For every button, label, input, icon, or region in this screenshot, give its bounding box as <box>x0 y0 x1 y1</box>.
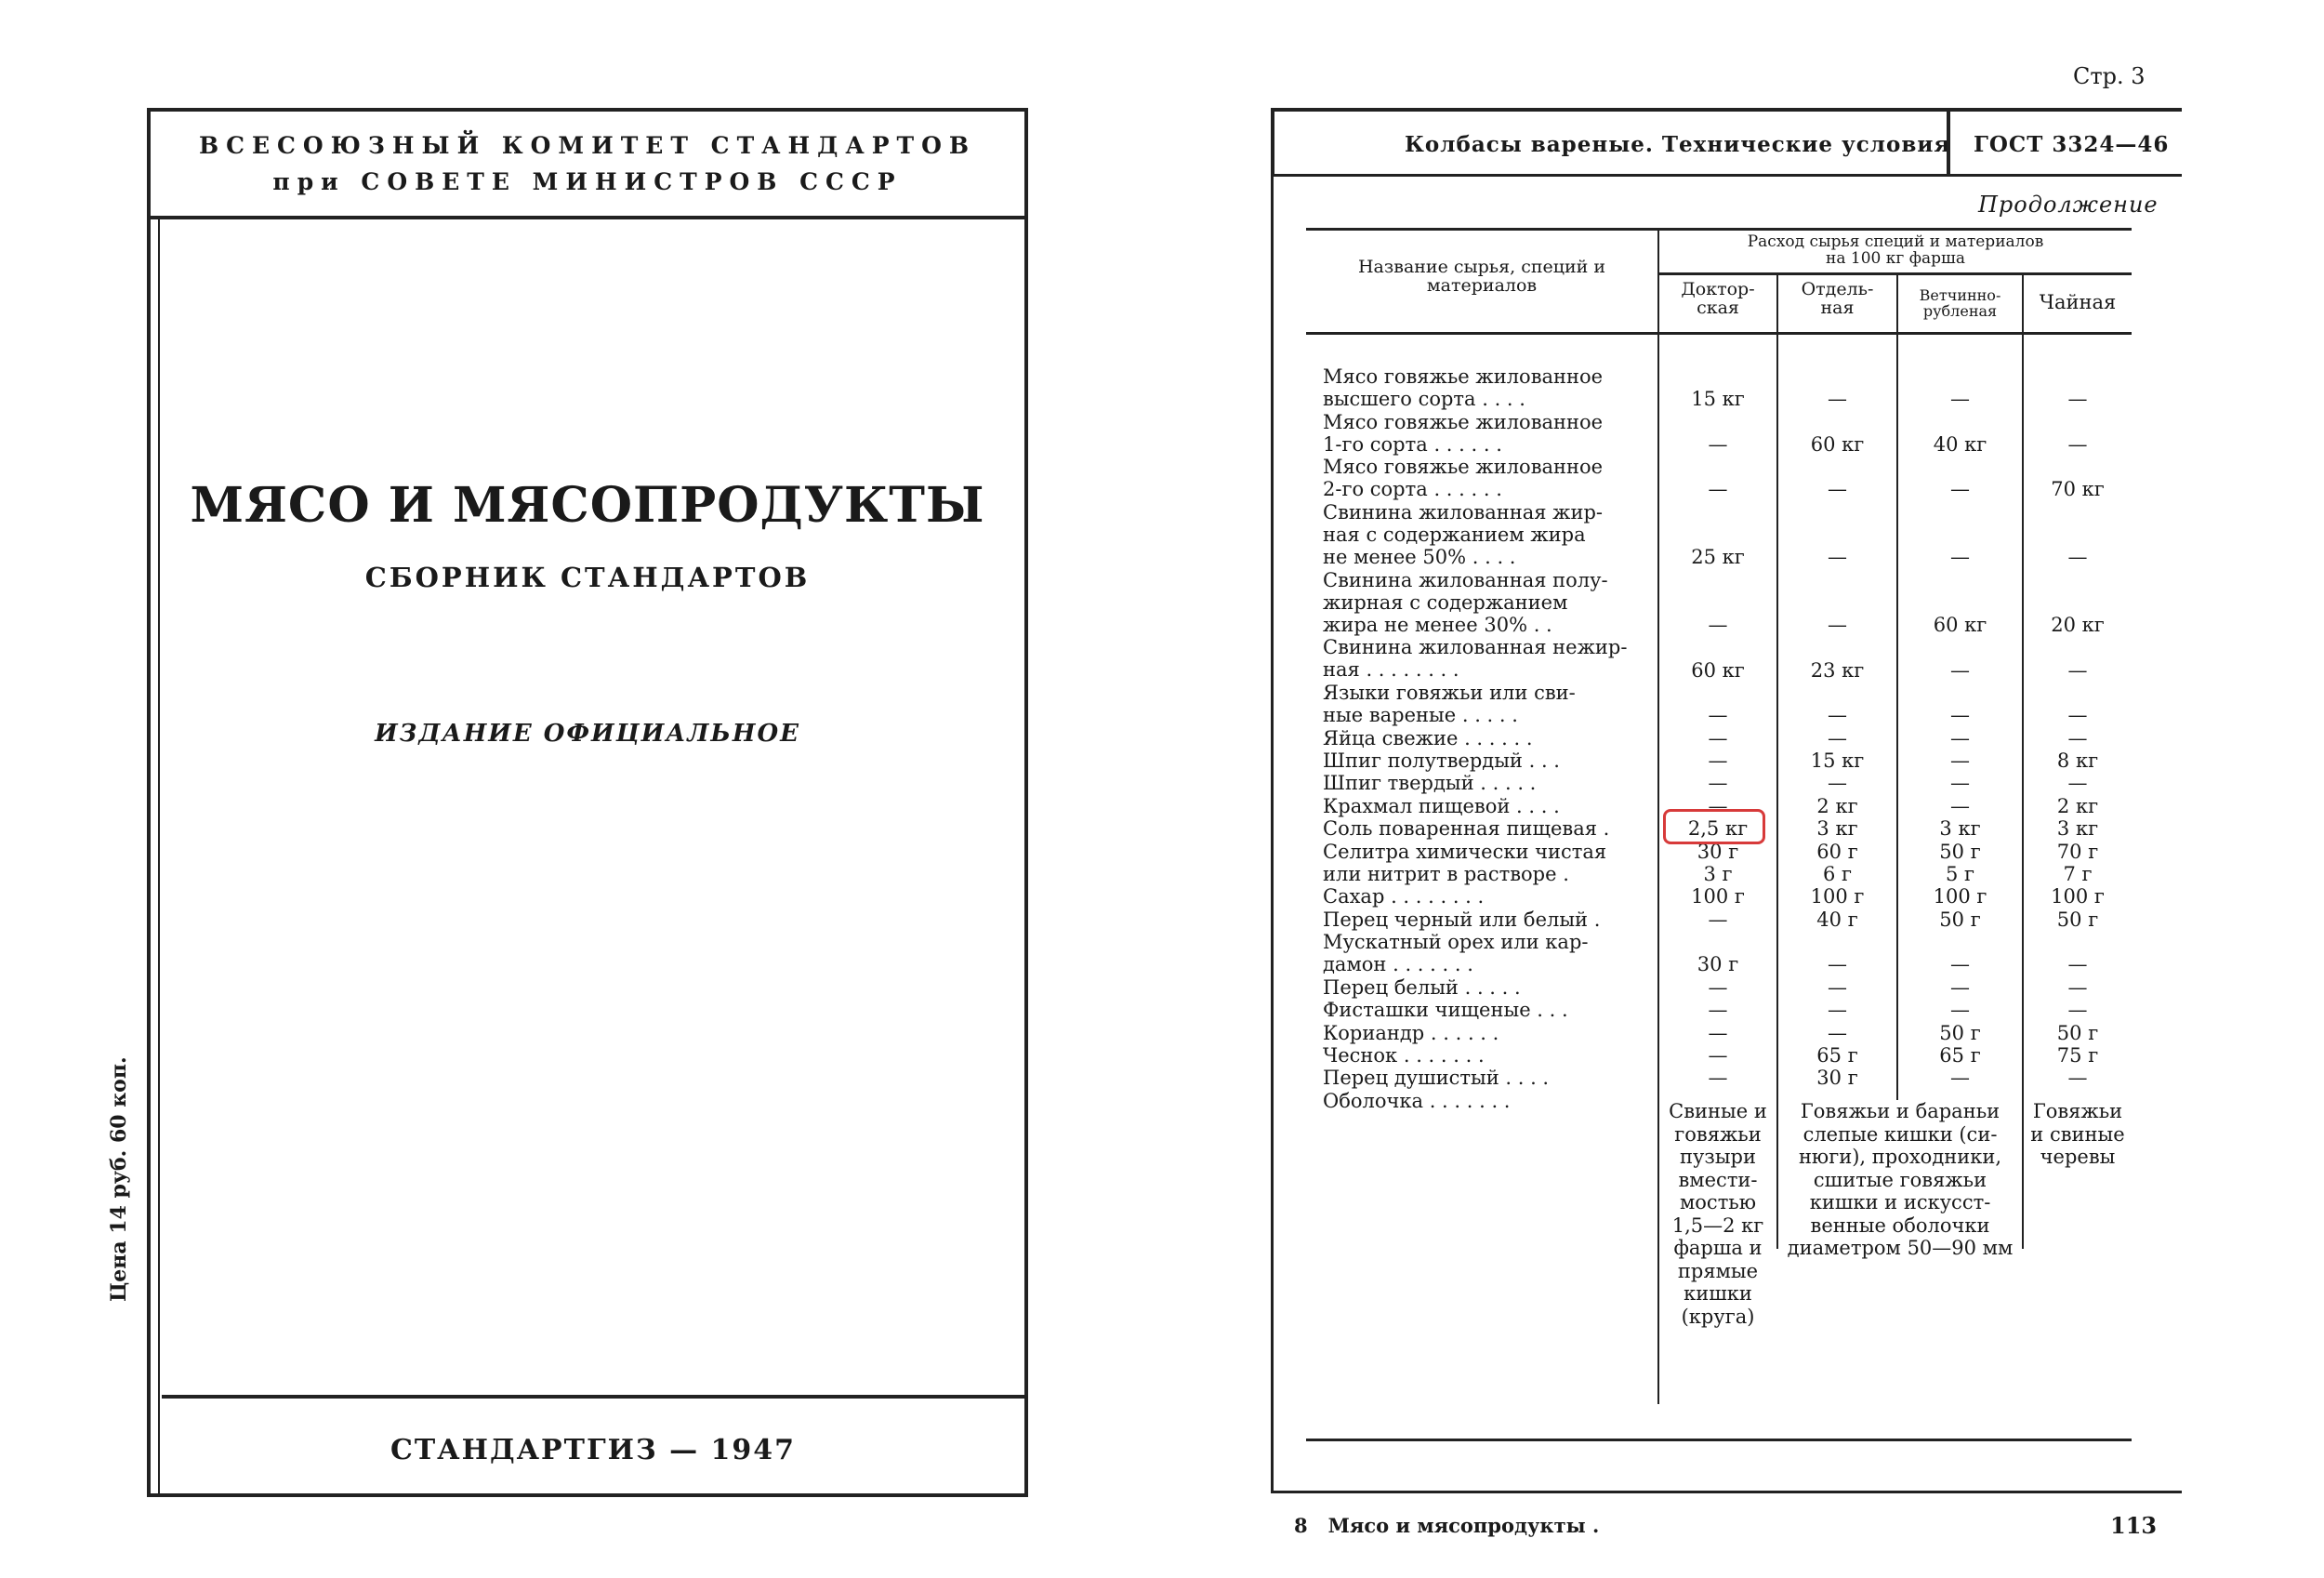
col-header-chaynaya <box>2024 293 2132 312</box>
footer-page-num: 8 <box>1294 1514 1308 1537</box>
row-name-line: Мясо говяжье жилованное <box>1323 410 1604 433</box>
table-cell: 60 кг <box>1933 614 1987 636</box>
casing-line: пузыри <box>1680 1146 1756 1168</box>
table-cell: 60 г <box>1816 840 1858 863</box>
row-name-line: Яйца свежие . . . . . . <box>1323 726 1533 749</box>
row-name-line: Крахмал пищевой . . . . <box>1323 794 1560 817</box>
row-name-line: 2-го сорта . . . . . . <box>1323 478 1502 501</box>
table-cell: — <box>2067 388 2088 411</box>
casing-line: сшитые говяжьи <box>1813 1168 1987 1191</box>
row-name-line: Сахар . . . . . . . . <box>1323 885 1485 908</box>
row-name-line: 1-го сорта . . . . . . <box>1323 432 1502 456</box>
continuation-label: Продолжение <box>1978 192 2159 218</box>
table-cell: 40 г <box>1816 908 1858 931</box>
table-row-name <box>1323 841 1646 863</box>
gost-number: ГОСТ 3324—46 <box>1974 132 2170 157</box>
footer-rule <box>1271 1491 2182 1493</box>
table-cell: 5 г <box>1945 863 1975 885</box>
table-cell: 8 кг <box>2056 749 2099 772</box>
cover-page <box>147 108 1028 1497</box>
table-row-name <box>1323 908 1646 931</box>
committee-line-1: ВСЕСОЮЗНЫЙ КОМИТЕТ СТАНДАРТОВ <box>198 132 977 159</box>
row-name-line: Языки говяжьи или сви- <box>1323 682 1576 704</box>
row-name-line: высшего сорта . . . . <box>1323 388 1525 410</box>
table-cell: — <box>2067 975 2088 999</box>
table-cell: 30 г <box>1697 840 1739 863</box>
table-cell: — <box>2067 726 2088 749</box>
col-header-line: Чайная <box>2039 291 2117 313</box>
table-row-name <box>1323 569 1646 636</box>
table-cell: — <box>1708 1021 1728 1044</box>
row-name-line: Кориандр . . . . . . <box>1323 1021 1499 1044</box>
table-cell: 2 кг <box>1816 794 1858 817</box>
table-cell: — <box>1708 749 1728 772</box>
table-cell: 100 г <box>1691 885 1745 908</box>
row-name-line: Оболочка . . . . . . . <box>1323 1089 1511 1112</box>
table-cell: 75 г <box>2056 1044 2099 1067</box>
committee-line-2: при СОВЕТЕ МИНИСТРОВ СССР <box>272 168 903 195</box>
casing-line: (круга) <box>1681 1305 1755 1328</box>
table-cell: — <box>1828 726 1847 749</box>
col-header-otdelnaya <box>1778 280 1896 317</box>
table-cell: 3 г <box>1703 863 1733 885</box>
table-row-name <box>1323 682 1646 726</box>
table-cell: 60 кг <box>1810 432 1865 456</box>
casing-line: диаметром 50—90 мм <box>1787 1237 2014 1259</box>
table-cell: 2,5 кг <box>1687 817 1749 841</box>
table-cell: 15 кг <box>1691 388 1745 411</box>
page-header <box>1271 108 2182 177</box>
row-name-line: Перец душистый . . . . <box>1323 1067 1550 1090</box>
table-cell: — <box>1708 478 1728 501</box>
row-name-line: Шпиг твердый . . . . . <box>1323 772 1537 795</box>
casing-line: слепые кишки (си- <box>1802 1122 1998 1146</box>
table-cell: — <box>1950 546 1970 569</box>
table-cell: — <box>1950 999 1970 1022</box>
footer-page-number: 113 <box>2110 1512 2158 1539</box>
table-cell: 7 г <box>2063 863 2093 885</box>
table-cell: — <box>1950 726 1970 749</box>
table-cell: — <box>1950 1067 1970 1090</box>
row-name-line: жирная с содержанием <box>1323 590 1568 614</box>
casing-line: вмести- <box>1678 1168 1758 1191</box>
casing-line: фарша и <box>1673 1237 1763 1259</box>
table-cell: 23 кг <box>1810 658 1865 682</box>
table-cell: — <box>1950 794 1970 817</box>
footer-running-title: Мясо и мясопродукты . <box>1327 1514 1600 1537</box>
table-cell: — <box>1708 726 1728 749</box>
casing-line: 1,5—2 кг <box>1671 1213 1764 1237</box>
casing-line: Говяжьи и бараньи <box>1800 1100 2000 1122</box>
casing-line: Говяжьи <box>2032 1100 2123 1122</box>
table-cell: 100 г <box>1933 885 1987 908</box>
table-cell: — <box>1950 953 1970 976</box>
table-row-name <box>1323 772 1646 794</box>
header-divider <box>1947 112 1950 174</box>
table-cell: — <box>1950 975 1970 999</box>
group-header <box>1659 233 2132 267</box>
table-cell: — <box>1708 1044 1728 1067</box>
table-row-name <box>1323 1022 1646 1044</box>
table-bottom-rule <box>1306 1439 2132 1441</box>
highlight-box <box>1663 809 1765 844</box>
row-name-line: жира не менее 30% . . <box>1323 613 1552 636</box>
table-cell: — <box>1828 1021 1847 1044</box>
table-cell: — <box>1950 388 1970 411</box>
table-row-name <box>1323 411 1646 456</box>
page-left-rule <box>1271 177 1274 1492</box>
table-cell: — <box>1708 614 1728 636</box>
casing-line: Свиные и <box>1669 1100 1767 1122</box>
casing-line: прямые <box>1677 1259 1759 1282</box>
casing-line: мостью <box>1679 1191 1757 1213</box>
row-name-line: не менее 50% . . . . <box>1323 545 1516 568</box>
table-row-name <box>1323 885 1646 908</box>
price-label: Цена 14 руб. 60 коп. <box>107 1056 131 1302</box>
col-header-line: Доктор- <box>1681 279 1755 299</box>
book-title: МЯСО И МЯСОПРОДУКТЫ <box>190 477 985 534</box>
table-cell: — <box>1708 772 1728 795</box>
col-header-name-text: Название сырья, специй и материалов <box>1357 257 1606 296</box>
casing-otdelnaya-vetchinnaya <box>1778 1100 2022 1260</box>
table-cell: 100 г <box>1810 885 1865 908</box>
table-top-rule <box>1306 228 2132 231</box>
table-cell: — <box>1828 704 1847 727</box>
table-cell: — <box>2067 546 2088 569</box>
col-header-vetchinno-rublenaya <box>1898 287 2022 319</box>
row-name-line: Свинина жилованная нежир- <box>1323 636 1628 659</box>
table-row-name <box>1323 727 1646 749</box>
table-cell: 30 г <box>1697 953 1739 976</box>
table-cell: — <box>1708 432 1728 456</box>
table-cell: 65 г <box>1939 1044 1981 1067</box>
table-cell: — <box>1950 478 1970 501</box>
table-cell: 70 г <box>2056 840 2099 863</box>
casing-line: черевы <box>2040 1146 2116 1168</box>
row-name-line: Перец белый . . . . . <box>1323 975 1521 999</box>
table-cell: — <box>1708 999 1728 1022</box>
table-cell: — <box>2067 658 2088 682</box>
ingredients-table <box>1306 228 2132 1437</box>
casing-chaynaya <box>2024 1100 2132 1169</box>
table-row-name <box>1323 795 1646 817</box>
table-cell: — <box>1828 772 1847 795</box>
casing-line: нюги), проходники, <box>1798 1146 2002 1168</box>
table-cell: 60 кг <box>1691 658 1745 682</box>
casing-line: кишки и искусст- <box>1809 1191 1991 1213</box>
row-name-line: Селитра химически чистая <box>1323 840 1607 863</box>
corner-page-label: Стр. 3 <box>2073 63 2146 89</box>
table-cell: — <box>1828 975 1847 999</box>
col-header-doktorskaya <box>1659 280 1776 317</box>
table-cell: 100 г <box>2051 885 2105 908</box>
table-cell: 25 кг <box>1691 546 1745 569</box>
table-cell: — <box>2067 999 2088 1022</box>
table-cell: 6 г <box>1822 863 1853 885</box>
row-name-line: Мускатный орех или кар- <box>1323 931 1589 954</box>
table-cell: — <box>1708 908 1728 931</box>
table-cell: 50 г <box>1939 1021 1981 1044</box>
table-cell: — <box>1828 478 1847 501</box>
table-cell: 2 кг <box>2056 794 2099 817</box>
row-name-line: Мясо говяжье жилованное <box>1323 365 1604 388</box>
table-cell: 15 кг <box>1810 749 1865 772</box>
col-header-line: Ветчинно- <box>1919 286 2001 304</box>
table-cell: — <box>1950 658 1970 682</box>
casing-line: кишки <box>1684 1282 1752 1305</box>
table-cell: 70 кг <box>2051 478 2105 501</box>
col-header-line: ская <box>1697 298 1739 318</box>
row-name-line: Соль поваренная пищевая . <box>1323 817 1610 841</box>
cover-footer <box>162 1395 1024 1501</box>
group-header-line-1: Расход сырья специй и материалов <box>1747 232 2044 251</box>
cover-header <box>151 112 1024 219</box>
table-cell: — <box>2067 772 2088 795</box>
table-cell: — <box>2067 704 2088 727</box>
table-cell: 50 г <box>1939 840 1981 863</box>
casing-line: венные оболочки <box>1810 1213 1990 1237</box>
table-cell: — <box>1708 794 1728 817</box>
publisher: СТАНДАРТГИЗ — 1947 <box>390 1434 797 1466</box>
table-cell: — <box>1828 999 1847 1022</box>
table-cell: — <box>1708 704 1728 727</box>
table-cell: 65 г <box>1816 1044 1858 1067</box>
table-row-name <box>1323 501 1646 568</box>
row-name-line: ные вареные . . . . . <box>1323 704 1518 726</box>
table-cell: — <box>2067 1067 2088 1090</box>
row-name-line: Свинина жилованная жир- <box>1323 500 1604 524</box>
group-header-line-2: на 100 кг фарша <box>1826 249 1965 268</box>
row-name-line: ная . . . . . . . . <box>1323 658 1459 682</box>
footer-left <box>1294 1514 1599 1537</box>
edition-label: ИЗДАНИЕ ОФИЦИАЛЬНОЕ <box>375 720 800 748</box>
row-name-line: Свинина жилованная полу- <box>1323 568 1608 591</box>
table-cell: — <box>1708 1067 1728 1090</box>
header-bottom-rule <box>1306 332 2132 335</box>
table-cell: — <box>1828 614 1847 636</box>
table-cell: 50 г <box>1939 908 1981 931</box>
table-cell: 40 кг <box>1933 432 1987 456</box>
header-title: Колбасы вареные. Технические условия <box>1405 132 1951 157</box>
row-name-line: Чеснок . . . . . . . <box>1323 1044 1485 1067</box>
table-cell: — <box>2067 953 2088 976</box>
row-name-line: Мясо говяжье жилованное <box>1323 456 1604 479</box>
table-cell: 50 г <box>2056 908 2099 931</box>
table-row-name <box>1323 1067 1646 1089</box>
row-name-line: ная с содержанием жира <box>1323 523 1586 546</box>
table-cell: 3 кг <box>1939 817 1981 841</box>
col-header-line: ная <box>1820 298 1855 318</box>
row-name-line: дамон . . . . . . . <box>1323 953 1473 976</box>
table-cell: — <box>1828 546 1847 569</box>
table-cell: — <box>1950 772 1970 795</box>
table-row-name <box>1323 636 1646 681</box>
table-row-name <box>1323 1044 1646 1067</box>
table-cell: — <box>1828 388 1847 411</box>
row-name-line: Перец черный или белый . <box>1323 908 1601 931</box>
table-cell: 50 г <box>2056 1021 2099 1044</box>
table-cell: 3 кг <box>2056 817 2099 841</box>
table-row-name <box>1323 817 1646 840</box>
table-cell: 3 кг <box>1816 817 1858 841</box>
row-name-line: Шпиг полутвердый . . . <box>1323 749 1560 772</box>
table-cell: 30 г <box>1816 1067 1858 1090</box>
casing-doktorskaya <box>1659 1100 1776 1328</box>
table-cell: 20 кг <box>2051 614 2105 636</box>
col-header-line: рубленая <box>1922 302 1998 320</box>
table-row-name <box>1323 749 1646 772</box>
table-cell: — <box>2067 432 2088 456</box>
cover-inner-rule <box>158 216 160 1493</box>
row-name-line: Фисташки чищеные . . . <box>1323 999 1568 1022</box>
col-header-line: Отдель- <box>1801 279 1874 299</box>
book-subtitle: СБОРНИК СТАНДАРТОВ <box>364 562 811 593</box>
table-row-name <box>1323 863 1646 885</box>
table-cell: — <box>1828 953 1847 976</box>
table-row-name <box>1323 976 1646 999</box>
group-header-rule <box>1659 272 2132 275</box>
table-cell: — <box>1708 975 1728 999</box>
table-row-name <box>1323 999 1646 1021</box>
table-cell: — <box>1950 704 1970 727</box>
row-name-line: или нитрит в растворе . <box>1323 863 1569 885</box>
table-row-name <box>1323 365 1646 410</box>
table-row-name <box>1323 456 1646 500</box>
col-header-name <box>1306 258 1657 295</box>
casing-line: говяжьи <box>1674 1122 1762 1146</box>
table-cell: — <box>1950 749 1970 772</box>
casing-line: и свиные <box>2030 1122 2125 1146</box>
table-row-name <box>1323 931 1646 975</box>
table-row-name <box>1323 1090 1646 1112</box>
